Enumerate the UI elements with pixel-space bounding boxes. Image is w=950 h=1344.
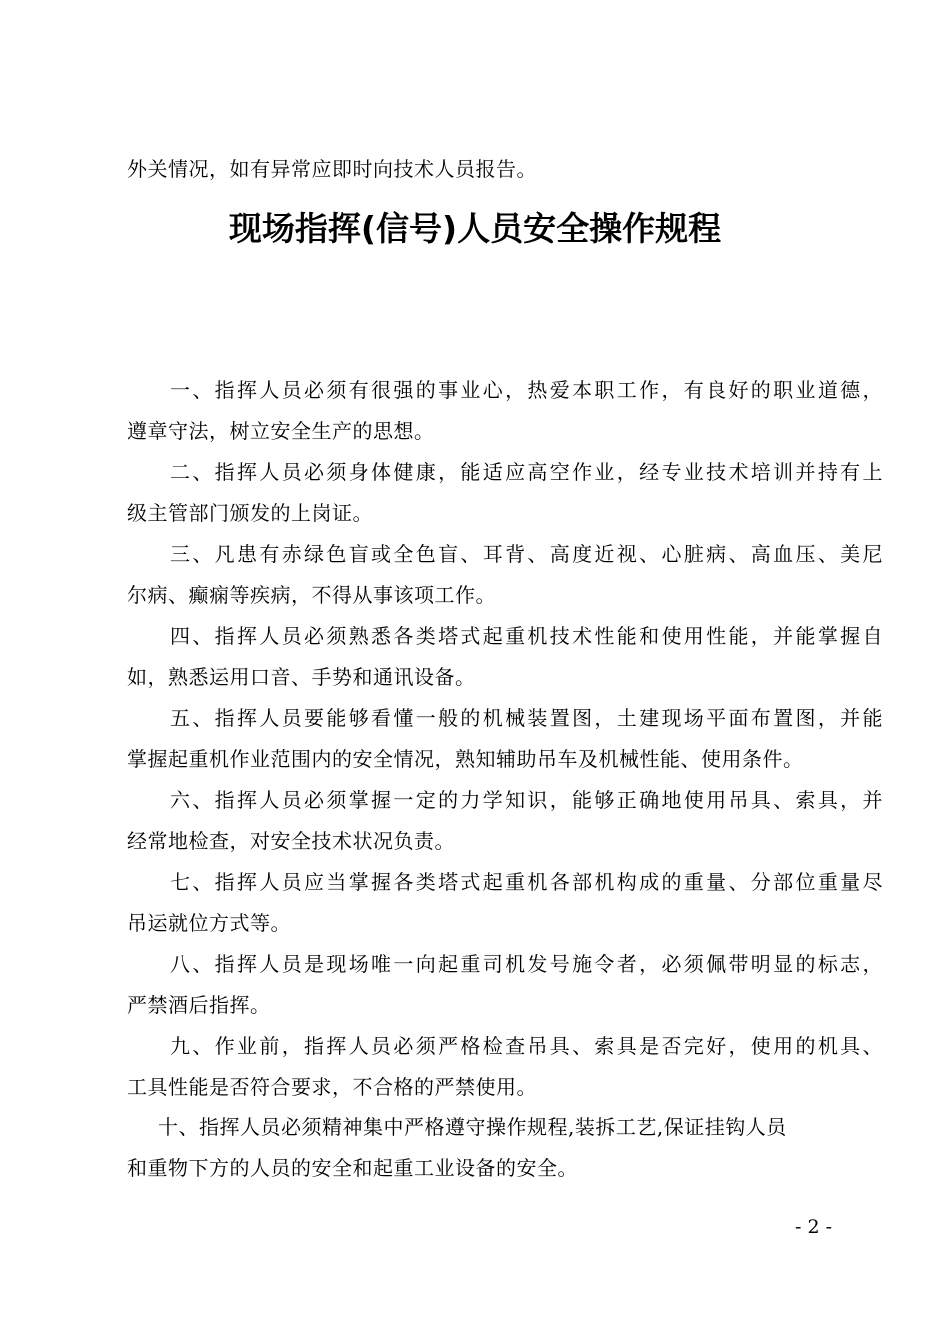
item-7-line-2: 吊运就位方式等。: [127, 911, 291, 935]
item-4-line-1: 四、指挥人员必须熟悉各类塔式起重机技术性能和使用性能，并能掌握自: [170, 624, 883, 648]
item-2-line-1: 二、指挥人员必须身体健康，能适应高空作业，经专业技术培训并持有上: [170, 460, 883, 484]
item-4-line-2: 如，熟悉运用口音、手势和通讯设备。: [127, 665, 476, 689]
item-6-line-1: 六、指挥人员必须掌握一定的力学知识，能够正确地使用吊具、索具，并: [170, 788, 883, 812]
item-3-line-2: 尔病、癫痫等疾病，不得从事该项工作。: [127, 583, 496, 607]
item-5-line-1: 五、指挥人员要能够看懂一般的机械装置图，土建现场平面布置图，并能: [170, 706, 883, 730]
item-5-line-2: 掌握起重机作业范围内的安全情况，熟知辅助吊车及机械性能、使用条件。: [127, 747, 804, 771]
item-6-line-2: 经常地检查，对安全技术状况负责。: [127, 829, 455, 853]
item-8-line-2: 严禁酒后指挥。: [127, 993, 271, 1017]
item-1-line-2: 遵章守法，树立安全生产的思想。: [127, 419, 435, 443]
item-8-line-1: 八、指挥人员是现场唯一向起重司机发号施令者，必须佩带明显的标志，: [170, 952, 883, 976]
page-number: - 2 -: [795, 1216, 833, 1238]
item-10-line-1: 十、指挥人员必须精神集中严格遵守操作规程,装拆工艺,保证挂钩人员: [158, 1115, 787, 1139]
item-9-line-2: 工具性能是否符合要求，不合格的严禁使用。: [127, 1075, 537, 1099]
item-2-line-2: 级主管部门颁发的上岗证。: [127, 501, 373, 525]
page-title: 现场指挥(信号)人员安全操作规程: [228, 209, 722, 248]
carryover-text: 外关情况，如有异常应即时向技术人员报告。: [127, 157, 537, 181]
item-3-line-1: 三、凡患有赤绿色盲或全色盲、耳背、高度近视、心脏病、高血压、美尼: [170, 542, 883, 566]
item-10-line-2: 和重物下方的人员的安全和起重工业设备的安全。: [127, 1156, 578, 1180]
item-1-line-1: 一、指挥人员必须有很强的事业心，热爱本职工作，有良好的职业道德，: [170, 378, 883, 402]
item-7-line-1: 七、指挥人员应当掌握各类塔式起重机各部机构成的重量、分部位重量尽: [170, 870, 883, 894]
item-9-line-1: 九、作业前，指挥人员必须严格检查吊具、索具是否完好，使用的机具、: [170, 1034, 883, 1058]
